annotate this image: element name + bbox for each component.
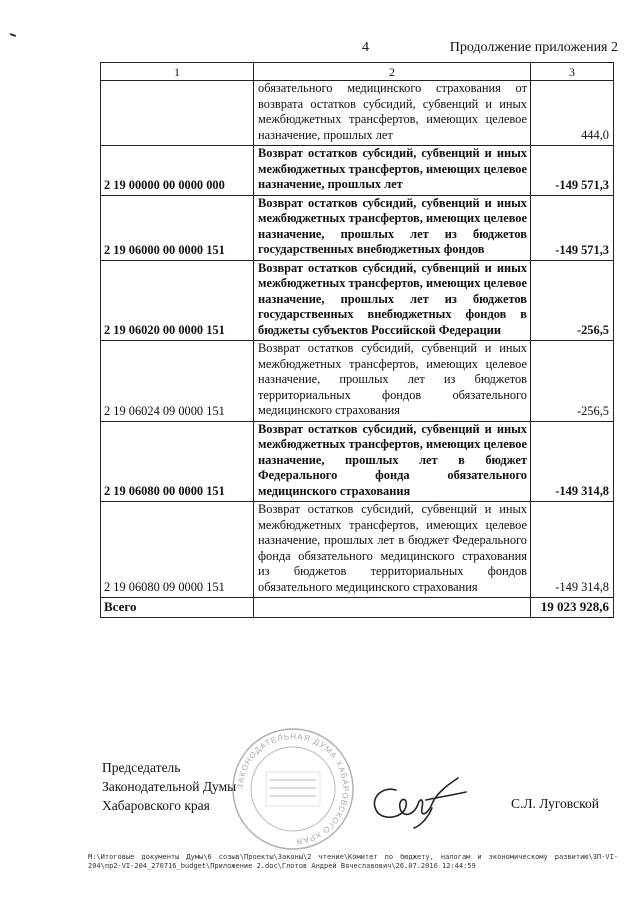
amount-cell: -149 571,3 bbox=[531, 146, 614, 196]
official-seal bbox=[230, 726, 356, 852]
amount-cell: -256,5 bbox=[531, 341, 614, 422]
amount-cell: -149 571,3 bbox=[531, 195, 614, 260]
table-body bbox=[101, 81, 614, 598]
code-cell: 2 19 06024 09 0000 151 bbox=[101, 341, 254, 422]
table-row bbox=[101, 260, 614, 341]
table-row bbox=[101, 81, 614, 146]
total-empty-cell bbox=[254, 598, 531, 618]
total-label: Всего bbox=[101, 598, 254, 618]
name-cell: Возврат остатков субсидий, субвенций и иных межбюджетных трансфертов, имеющих целевое назначение, прошлых лет в бюджет Федерального фонда обязательного медицинского страхования bbox=[254, 421, 531, 502]
name-cell: Возврат остатков субсидий, субвенций и иных межбюджетных трансфертов, имеющих целевое назначение, прошлых лет из бюджетов территориальных фондов обязательного медицинского страхования bbox=[254, 341, 531, 422]
name-cell: обязательного медицинского страхования от возврата остатков субсидий, субвенций и иных межбюджетных трансфертов, имеющих целевое назначение, прошлых лет bbox=[254, 81, 531, 146]
amount-cell: 444,0 bbox=[531, 81, 614, 146]
page-number: 4 bbox=[362, 40, 369, 55]
code-cell: 2 19 06000 00 0000 151 bbox=[101, 195, 254, 260]
total-row bbox=[101, 598, 614, 618]
total-amount: 19 023 928,6 bbox=[531, 598, 614, 618]
signer-title-line-2: Законодательной Думы bbox=[102, 779, 237, 794]
code-cell: 2 19 06080 00 0000 151 bbox=[101, 421, 254, 502]
signer-title-line-1: Председатель bbox=[102, 760, 181, 775]
name-cell: Возврат остатков субсидий, субвенций и иных межбюджетных трансфертов, имеющих целевое назначение, прошлых лет из бюджетов государственных внебюджетных фондов bbox=[254, 195, 531, 260]
column-header-3: 3 bbox=[531, 63, 614, 81]
amount-cell: -149 314,8 bbox=[531, 502, 614, 598]
name-cell: Возврат остатков субсидий, субвенций и иных межбюджетных трансфертов, имеющих целевое назначение, прошлых лет bbox=[254, 146, 531, 196]
file-path-footer: М:\Итоговые документы Думы\6 созыв\Проекты\Законы\2 чтение\Комитет по бюджету, налогам и экономическому развитию\ЗП-VI-204\пр2-VI-204_270716_budget\Приложение 2.doc\Глотов Андрей Вячеславович\26.07.2016 12:44:59 bbox=[88, 853, 618, 870]
code-cell: 2 19 06020 00 0000 151 bbox=[101, 260, 254, 341]
continuation-note: Продолжение приложения 2 bbox=[449, 40, 618, 55]
column-number-row bbox=[101, 63, 614, 81]
column-header-1: 1 bbox=[101, 63, 254, 81]
table-row bbox=[101, 421, 614, 502]
table-row bbox=[101, 146, 614, 196]
amount-cell: -149 314,8 bbox=[531, 421, 614, 502]
table-row bbox=[101, 502, 614, 598]
code-cell: 2 19 00000 00 0000 000 bbox=[101, 146, 254, 196]
code-cell bbox=[101, 81, 254, 146]
handwritten-signature bbox=[362, 768, 472, 830]
table-row bbox=[101, 195, 614, 260]
seal-text: ЗАКОНОДАТЕЛЬНАЯ ДУМА ХАБАРОВСКОГО КРАЯ bbox=[235, 731, 351, 847]
code-cell: 2 19 06080 09 0000 151 bbox=[101, 502, 254, 598]
name-cell: Возврат остатков субсидий, субвенций и иных межбюджетных трансфертов, имеющих целевое назначение, прошлых лет из бюджетов государственных внебюджетных фондов в бюджеты субъектов Российской Федерации bbox=[254, 260, 531, 341]
signer-name: С.Л. Луговской bbox=[511, 796, 599, 811]
amount-cell: -256,5 bbox=[531, 260, 614, 341]
signer-title-line-3: Хабаровского края bbox=[102, 798, 210, 813]
column-header-2: 2 bbox=[254, 63, 531, 81]
page-header bbox=[0, 40, 640, 60]
table-row bbox=[101, 341, 614, 422]
signature-block bbox=[102, 758, 236, 815]
scan-mark bbox=[10, 33, 16, 37]
name-cell: Возврат остатков субсидий, субвенций и иных межбюджетных трансфертов, имеющих целевое назначение, прошлых лет в бюджет Федерального фонда обязательного медицинского страхования из бюджетов территориальных фондов обязательного медицинского страхования bbox=[254, 502, 531, 598]
revenue-table bbox=[100, 62, 614, 618]
